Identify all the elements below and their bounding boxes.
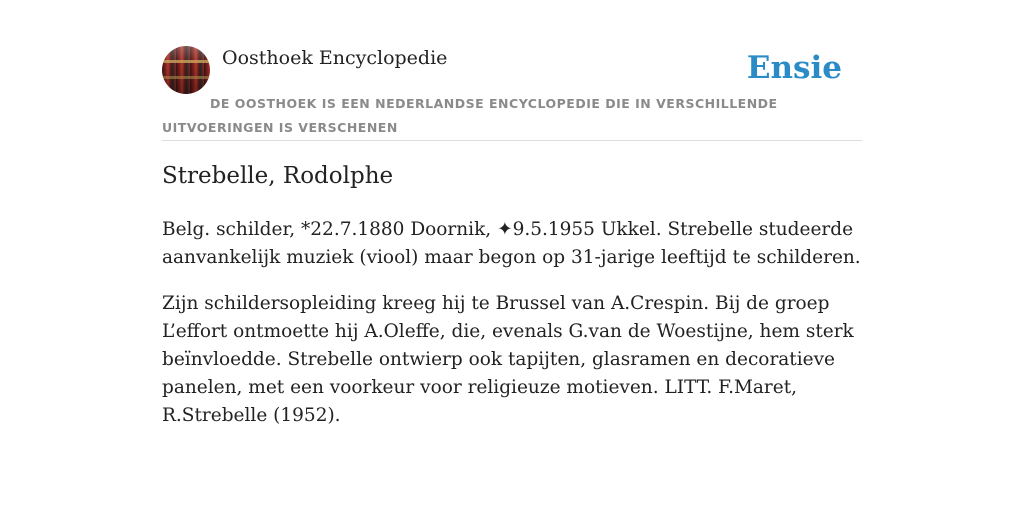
site-title[interactable]: Oosthoek Encyclopedie — [222, 47, 448, 69]
site-tagline: DE OOSTHOEK IS EEN NEDERLANDSE ENCYCLOPEDIE DIE IN VERSCHILLENDE UITVOERINGEN IS VERSCHENEN — [162, 96, 778, 135]
article-body — [162, 216, 862, 448]
encyclopedia-avatar[interactable] — [162, 46, 210, 94]
avatar-shine — [162, 46, 210, 94]
article-title: Strebelle, Rodolphe — [162, 163, 394, 189]
article-paragraph: Belg. schilder, *22.7.1880 Doornik, ✦9.5.1955 Ukkel. Strebelle studeerde aanvankelijk muziek (viool) maar begon op 31-jarige leeftijd te schilderen. — [162, 219, 861, 268]
site-header — [162, 46, 862, 141]
article-paragraph: Zijn schildersopleiding kreeg hij te Brussel van A.Crespin. Bij de groep L’effort ontmoette hij A.Oleffe, die, evenals G.van de Woestijne, hem sterk beïnvloedde. Strebelle ontwierp ook tapijten, glasramen en decoratieve panelen, met een voorkeur voor religieuze motieven. LITT. F.Maret, R.Strebelle (1952). — [162, 293, 854, 426]
brand-logo[interactable]: Ensie — [746, 50, 842, 86]
